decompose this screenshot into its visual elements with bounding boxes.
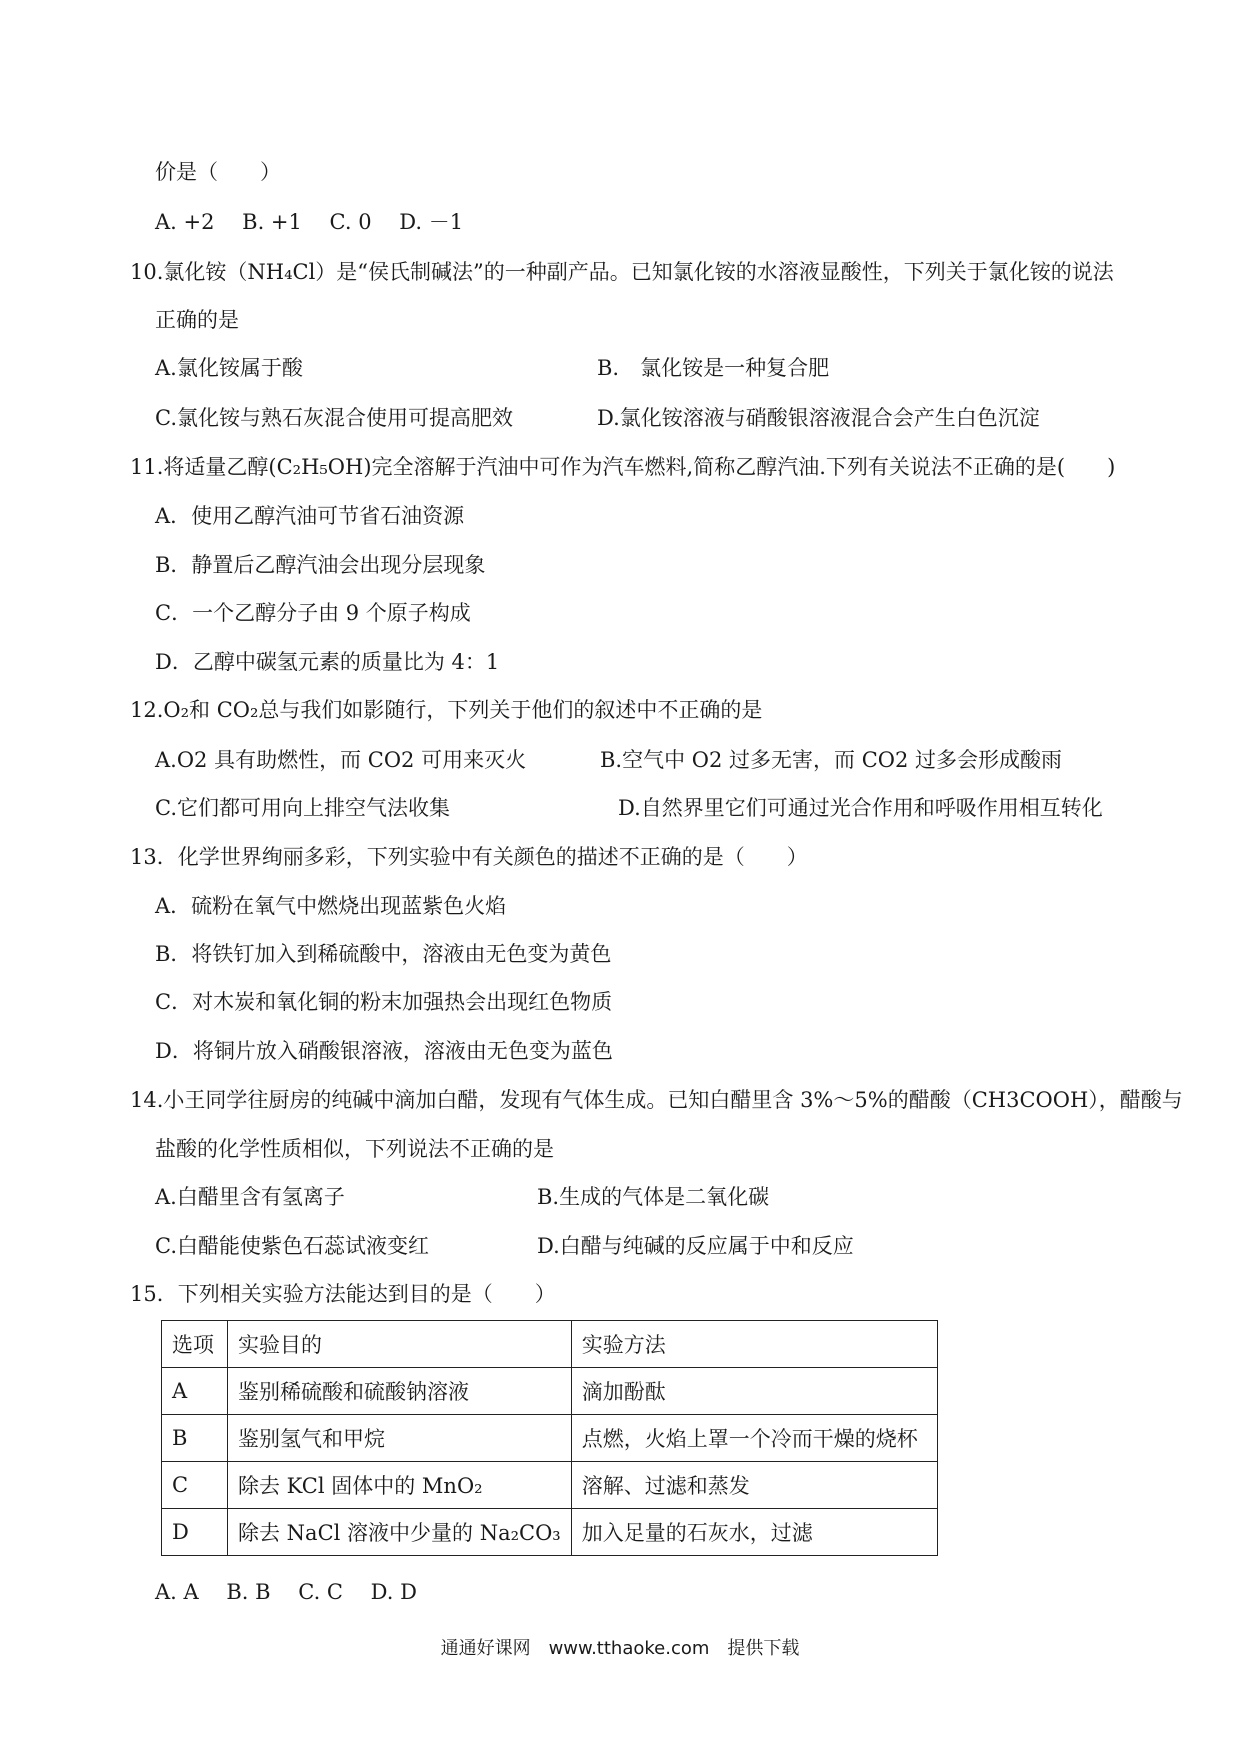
header-purpose: 实验目的 xyxy=(228,1321,572,1368)
q14-stem: 14.小王同学往厨房的纯碱中滴加白醋，发现有气体生成。已知白醋里含 3%～5%的醋酸（CH3COOH），醋酸与 xyxy=(130,1088,1183,1112)
q13-option-a: A．硫粉在氧气中燃烧出现蓝紫色火焰 xyxy=(155,894,507,918)
q14-option-b: B.生成的气体是二氧化碳 xyxy=(537,1185,770,1209)
q15-stem: 15．下列相关实验方法能达到目的是（ ） xyxy=(130,1282,556,1306)
row-method: 滴加酚酞 xyxy=(571,1368,937,1415)
q13-option-c: C．对木炭和氧化铜的粉末加强热会出现红色物质 xyxy=(155,990,613,1014)
q10-option-a: A.氯化铵属于酸 xyxy=(155,356,303,380)
q10-option-c: C.氯化铵与熟石灰混合使用可提高肥效 xyxy=(155,406,513,430)
q14-option-d: D.白醋与纯碱的反应属于中和反应 xyxy=(537,1234,854,1258)
q12-option-b: B.空气中 O2 过多无害，而 CO2 过多会形成酸雨 xyxy=(600,748,1063,772)
row-purpose: 鉴别氢气和甲烷 xyxy=(228,1415,572,1462)
q12-option-c: C.它们都可用向上排空气法收集 xyxy=(155,796,450,820)
q13-option-d: D．将铜片放入硝酸银溶液，溶液由无色变为蓝色 xyxy=(155,1039,613,1063)
q11-option-b: B．静置后乙醇汽油会出现分层现象 xyxy=(155,553,486,577)
row-method: 溶解、过滤和蒸发 xyxy=(571,1462,937,1509)
experiment-table xyxy=(161,1320,938,1556)
row-purpose: 鉴别稀硫酸和硫酸钠溶液 xyxy=(228,1368,572,1415)
row-purpose: 除去 NaCl 溶液中少量的 Na₂CO₃ xyxy=(228,1509,572,1556)
row-option: D xyxy=(162,1509,228,1556)
q13-stem: 13．化学世界绚丽多彩，下列实验中有关颜色的描述不正确的是（ ） xyxy=(130,845,808,869)
row-option: B xyxy=(162,1415,228,1462)
q12-stem: 12.O₂和 CO₂总与我们如影随行，下列关于他们的叙述中不正确的是 xyxy=(130,698,763,722)
q9-stem-continuation: 价是（ ） xyxy=(155,160,281,184)
q10-stem-cont: 正确的是 xyxy=(155,308,239,332)
table-row xyxy=(162,1368,938,1415)
table-row xyxy=(162,1462,938,1509)
page-footer: 通通好课网 www.tthaoke.com 提供下载 xyxy=(440,1638,800,1659)
row-option: A xyxy=(162,1368,228,1415)
q10-option-b: B. 氯化铵是一种复合肥 xyxy=(597,356,830,380)
row-method: 加入足量的石灰水，过滤 xyxy=(571,1509,937,1556)
q14-option-c: C.白醋能使紫色石蕊试液变红 xyxy=(155,1234,429,1258)
q11-option-a: A．使用乙醇汽油可节省石油资源 xyxy=(155,504,465,528)
q12-option-a: A.O2 具有助燃性，而 CO2 可用来灭火 xyxy=(155,748,527,772)
q14-option-a: A.白醋里含有氢离子 xyxy=(155,1185,345,1209)
q10-stem: 10.氯化铵（NH₄Cl）是“侯氏制碱法”的一种副产品。已知氯化铵的水溶液显酸性，下列关于氯化铵的说法 xyxy=(130,260,1114,284)
q12-option-d: D.自然界里它们可通过光合作用和呼吸作用相互转化 xyxy=(618,796,1103,820)
q10-option-d: D.氯化铵溶液与硝酸银溶液混合会产生白色沉淀 xyxy=(597,406,1040,430)
q14-stem-cont: 盐酸的化学性质相似，下列说法不正确的是 xyxy=(155,1137,554,1161)
q9-options: A. +2 B. +1 C. 0 D. －1 xyxy=(155,210,464,234)
q11-stem: 11.将适量乙醇(C₂H₅OH)完全溶解于汽油中可作为汽车燃料,简称乙醇汽油.下列有关说法不正确的是( ) xyxy=(130,455,1116,479)
row-purpose: 除去 KCl 固体中的 MnO₂ xyxy=(228,1462,572,1509)
row-option: C xyxy=(162,1462,228,1509)
q11-option-d: D．乙醇中碳氢元素的质量比为 4：1 xyxy=(155,650,500,674)
q11-option-c: C．一个乙醇分子由 9 个原子构成 xyxy=(155,601,471,625)
row-method: 点燃，火焰上罩一个冷而干燥的烧杯 xyxy=(571,1415,937,1462)
table-row xyxy=(162,1509,938,1556)
table-row xyxy=(162,1415,938,1462)
header-option: 选项 xyxy=(162,1321,228,1368)
q13-option-b: B．将铁钉加入到稀硫酸中，溶液由无色变为黄色 xyxy=(155,942,612,966)
table-header-row xyxy=(162,1321,938,1368)
header-method: 实验方法 xyxy=(571,1321,937,1368)
q15-options: A. A B. B C. C D. D xyxy=(155,1580,417,1604)
